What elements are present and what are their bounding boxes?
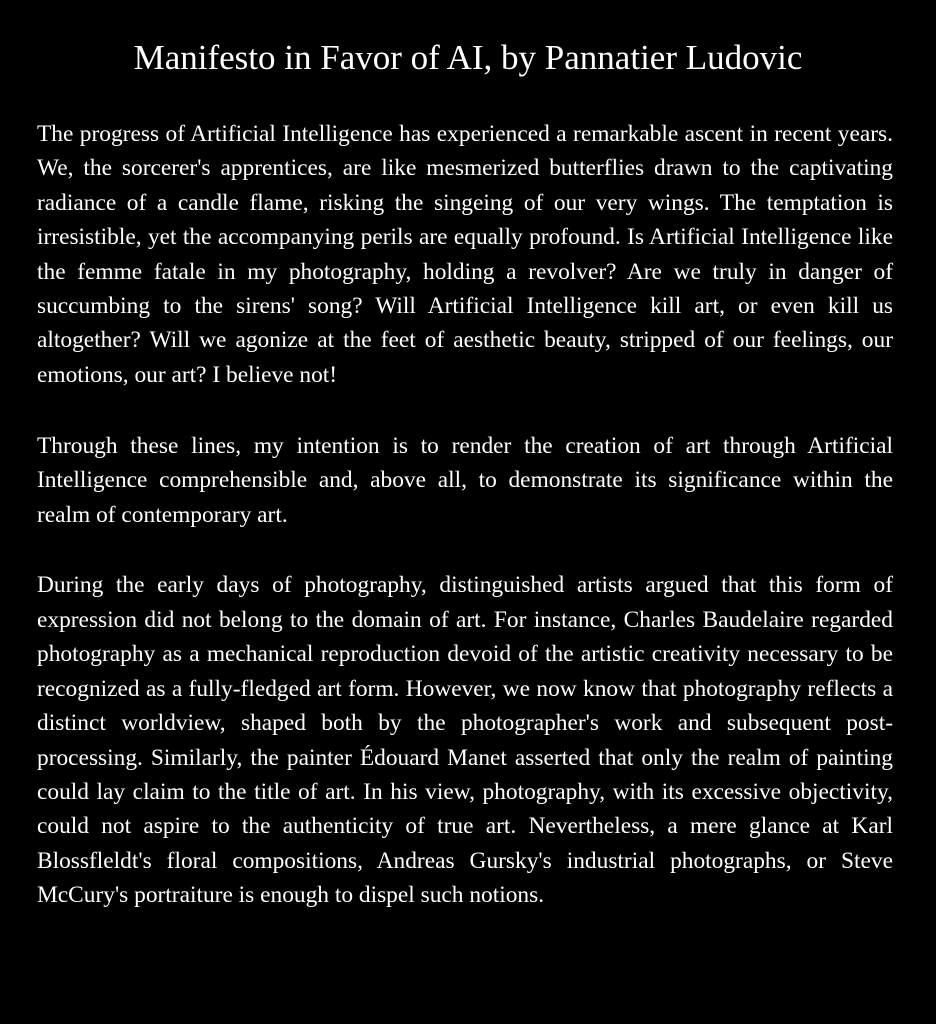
paragraph-photography-history: During the early days of photography, distinguished artists argued that this form of expression did not belong to the domain of art. For instance, Charles Baudelaire regarded photography as a mechanical reproduction devoid of the artistic creativity necessary to be recognized as a fully-fledged art form. However, we now know that photography reflects a distinct worldview, shaped both by the photographer's work and subsequent post-processing. Similarly, the painter Édouard Manet asserted that only the realm of painting could lay claim to the title of art. In his view, photography, with its excessive objectivity, could not aspire to the authenticity of true art. Nevertheless, a mere glance at Karl Blossfleldt's floral compositions, Andreas Gursky's industrial photographs, or Steve McCury's portraiture is enough to dispel such notions. <box>37 572 893 909</box>
paragraph-intention: Through these lines, my intention is to render the creation of art through Artificial Intelligence comprehensible and, above all, to demonstrate its significance within the realm of contemporary art. <box>37 432 893 528</box>
document-title: Manifesto in Favor of AI, by Pannatier Ludovic <box>133 38 803 77</box>
paragraph-intro: The progress of Artificial Intelligence has experienced a remarkable ascent in recent years. We, the sorcerer's apprentices, are like mesmerized butterflies drawn to the captivating radiance of a candle flame, risking the singeing of our very wings. The temptation is irresistible, yet the accompanying perils are equally profound. Is Artificial Intelligence like the femme fatale in my photography, holding a revolver? Are we truly in danger of succumbing to the sirens' song? Will Artificial Intelligence kill art, or even kill us altogether? Will we agonize at the feet of aesthetic beauty, stripped of our feelings, our emotions, our art? I believe not! <box>37 121 893 388</box>
document-body <box>37 117 893 949</box>
